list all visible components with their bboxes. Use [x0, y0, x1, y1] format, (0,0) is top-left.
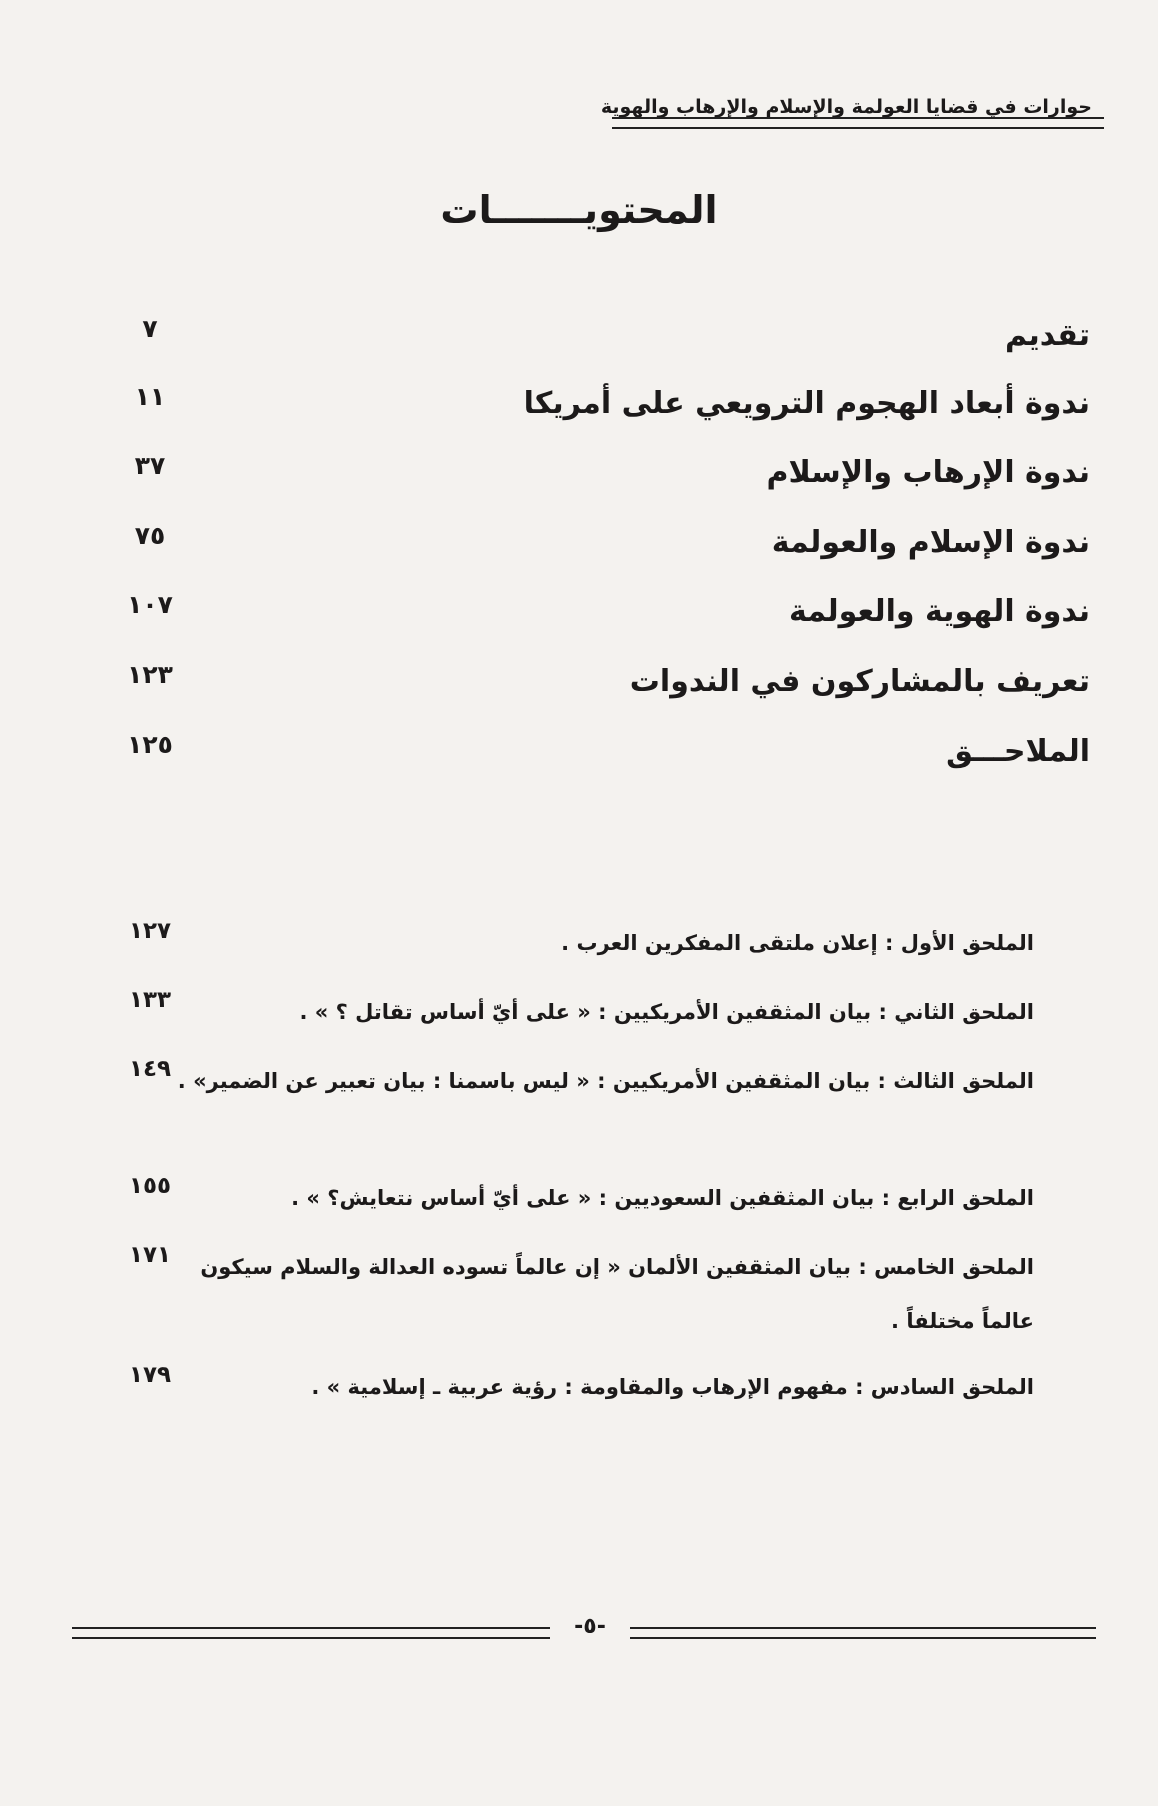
toc-entry [60, 660, 1090, 724]
header-double-rule [612, 117, 1104, 129]
appendix-entry [60, 918, 1090, 988]
toc-entry-label: تعريف بالمشاركون في الندوات [629, 664, 1090, 699]
toc-entry [60, 314, 1090, 378]
page-number: -٥- [574, 1614, 606, 1639]
toc-entry-label: ندوة الإسلام والعولمة [771, 525, 1090, 560]
appendix-entry [60, 1362, 1090, 1432]
toc-entry-label: ندوة الإرهاب والإسلام [766, 455, 1090, 490]
toc-entry-label: الملاحـــق [946, 734, 1090, 769]
toc-entry-label: ندوة الهوية والعولمة [789, 594, 1090, 629]
appendix-entry-page: ١٣٣ [128, 987, 172, 1013]
toc-entry-page: ١١ [134, 382, 166, 411]
appendix-entry [60, 1056, 1090, 1126]
toc-entry-page: ١٢٣ [127, 660, 173, 689]
footer-rule-left [72, 1627, 550, 1639]
appendix-entry-page: ١٢٧ [128, 918, 172, 944]
appendix-entry-label: الملحق الثالث : بيان المثقفين الأمريكيين : « ليس باسمنا : بيان تعبير عن الضمير» . [177, 1069, 1034, 1093]
toc-entry-page: ٣٧ [134, 451, 166, 480]
toc-entry [60, 382, 1090, 446]
contents-title: المحتويـــــــات [440, 188, 718, 232]
toc-entry [60, 451, 1090, 515]
toc-entry-label: ندوة أبعاد الهجوم الترويعي على أمريكا [523, 386, 1090, 421]
toc-entry [60, 590, 1090, 654]
toc-entry-page: ١٠٧ [127, 590, 173, 619]
toc-entry-page: ٧٥ [134, 521, 166, 550]
running-header-title: حوارات في قضايا العولمة والإسلام والإرهاب والهوية [600, 96, 1092, 118]
appendix-entry-label: الملحق الخامس : بيان المثقفين الألمان « إن عالماً تسوده العدالة والسلام سيكون عالماً مختلفاً . [200, 1255, 1034, 1333]
toc-entry-page: ١٢٥ [127, 730, 173, 759]
appendix-entry [60, 1242, 1090, 1333]
appendix-entry [60, 1173, 1090, 1243]
toc-entry [60, 521, 1090, 585]
toc-entry-label: تقديم [1005, 318, 1090, 353]
appendix-entry-page: ١٧١ [128, 1242, 172, 1268]
appendix-entry [60, 987, 1090, 1057]
appendix-entry-label: الملحق الرابع : بيان المثقفين السعوديين : « على أيّ أساس نتعايش؟ » . [291, 1186, 1034, 1210]
appendix-entry-label: الملحق الأول : إعلان ملتقى المفكرين العرب . [561, 931, 1034, 955]
appendix-entry-page: ١٤٩ [128, 1056, 172, 1082]
appendix-entry-page: ١٥٥ [128, 1173, 172, 1199]
appendix-entry-label: الملحق السادس : مفهوم الإرهاب والمقاومة : رؤية عربية ـ إسلامية » . [311, 1375, 1034, 1399]
appendix-entry-page: ١٧٩ [128, 1362, 172, 1388]
footer-rule-right [630, 1627, 1096, 1639]
appendix-entry-label: الملحق الثاني : بيان المثقفين الأمريكيين : « على أيّ أساس تقاتل ؟ » . [299, 1000, 1034, 1024]
toc-entry-page: ٧ [142, 314, 158, 343]
toc-entry [60, 730, 1090, 794]
